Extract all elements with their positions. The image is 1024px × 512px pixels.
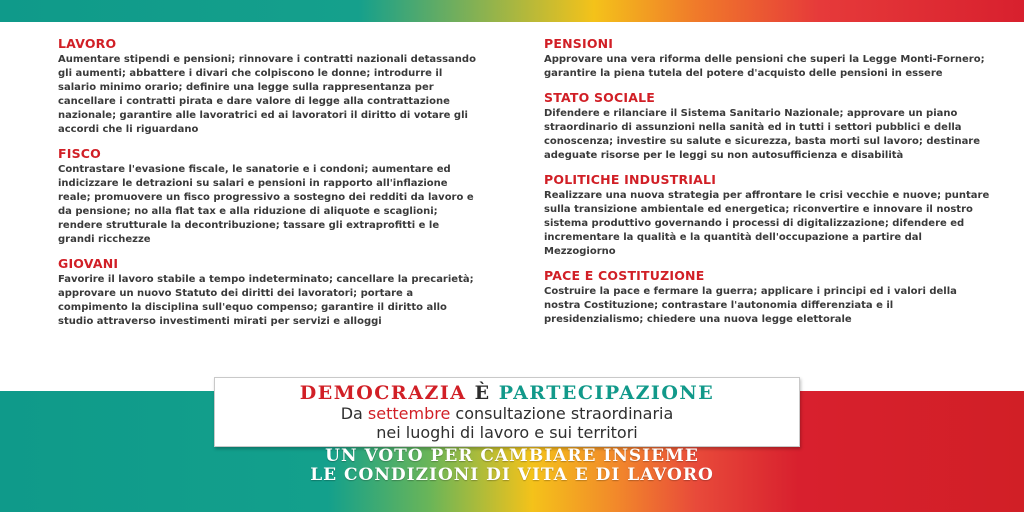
program-columns — [0, 36, 1024, 366]
section-stato-sociale — [544, 90, 996, 163]
top-gradient-stripe — [0, 0, 1024, 22]
section-pensioni — [544, 36, 996, 81]
section-title: PENSIONI — [544, 36, 614, 51]
slogan — [0, 447, 1024, 485]
section-politiche-industriali — [544, 172, 996, 259]
slogan-line-2: LE CONDIZIONI DI VITA E DI LAVORO — [310, 465, 714, 485]
section-lavoro — [58, 36, 476, 137]
section-title: STATO SOCIALE — [544, 90, 655, 105]
left-column — [58, 36, 476, 338]
democrazia-banner — [214, 377, 800, 447]
section-body: Contrastare l'evasione fiscale, le sanatorie e i condoni; aumentare ed indicizzare le detrazioni su salari e pensioni in rapporto all'inflazione reale; promuovere un fisco progressivo a sostegno dei redditi da lavoro e da pensione; no alla flat tax e alla riduzione di aliquote e scaglioni; rendere strutturale la decontribuzione; tassare gli extraprofitti e le grandi ricchezze — [58, 164, 474, 245]
headline-word-e: È — [474, 382, 491, 404]
section-pace-e-costituzione — [544, 268, 996, 327]
section-title: PACE E COSTITUZIONE — [544, 268, 705, 283]
subline-suffix: consultazione straordinaria — [450, 404, 674, 423]
headline-word-partecipazione: PARTECIPAZIONE — [498, 382, 715, 404]
banner-headline — [215, 382, 799, 404]
subline-highlight: settembre — [367, 404, 451, 423]
section-body: Approvare una vera riforma delle pensioni che superi la Legge Monti-Fornero; garantire la piena tutela del potere d'acquisto delle pensioni in essere — [544, 54, 985, 79]
section-body: Difendere e rilanciare il Sistema Sanitario Nazionale; approvare un piano straordinario di assunzioni nella sanità ed in tutti i settori pubblici e della conoscenza; investire su salute e sicurezza, basta morti sul lavoro; destinare adeguate risorse per le leggi su non autosufficienza e disabilità — [544, 108, 981, 161]
section-title: GIOVANI — [58, 256, 119, 271]
section-body: Aumentare stipendi e pensioni; rinnovare i contratti nazionali detassando gli aumenti; abbattere i divari che colpiscono le donne; introdurre il salario minimo orario; definire una legge sulla rappresentanza per cancellare i contratti pirata e dare valore di legge alla contrattazione nazionale; garantire alle lavoratrici ed ai lavoratori il diritto di votare gli accordi che li riguardano — [58, 54, 476, 135]
slogan-line-1: UN VOTO PER CAMBIARE INSIEME — [325, 446, 699, 466]
section-title: POLITICHE INDUSTRIALI — [544, 172, 717, 187]
section-title: LAVORO — [58, 36, 117, 51]
section-body: Realizzare una nuova strategia per affrontare le crisi vecchie e nuove; puntare sulla transizione ambientale ed energetica; riconvertire e innovare il nostro sistema produttivo governando i processi di digitalizzazione; difendere ed incrementare la qualità e la quantità dell'occupazione a partire dal Mezzogiorno — [544, 190, 990, 257]
section-title: FISCO — [58, 146, 101, 161]
section-giovani — [58, 256, 476, 329]
section-body: Costruire la pace e fermare la guerra; applicare i principi ed i valori della nostra Costituzione; contrastare l'autonomia differenziata e il presidenzialismo; chiedere una nuova legge elettorale — [544, 286, 957, 325]
right-column — [544, 36, 996, 336]
section-body: Favorire il lavoro stabile a tempo indeterminato; cancellare la precarietà; approvare un nuovo Statuto dei diritti dei lavoratori; portare a compimento la disciplina sull'equo compenso; garantire il diritto allo studio attraverso investimenti mirati per servizi e alloggi — [58, 274, 474, 327]
headline-word-democrazia: DEMOCRAZIA — [299, 382, 467, 404]
banner-subline-2: nei luoghi di lavoro e sui territori — [376, 423, 638, 442]
banner-subline-1 — [215, 404, 799, 423]
section-fisco — [58, 146, 476, 247]
subline-prefix: Da — [340, 404, 368, 423]
